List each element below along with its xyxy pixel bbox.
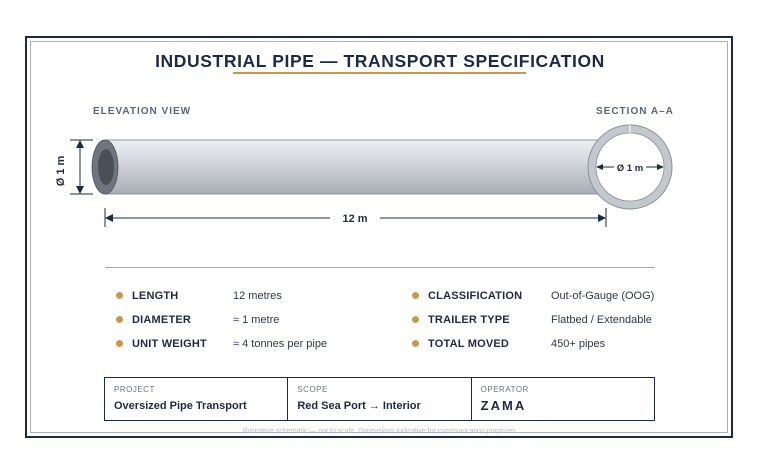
- project-cell: [105, 378, 288, 420]
- spec-value-diameter: ≈ 1 metre: [233, 314, 280, 326]
- spec-value-length: 12 metres: [233, 290, 282, 302]
- spec-value-unit-weight: ≈ 4 tonnes per pipe: [233, 338, 328, 350]
- operator-value: ZAMA: [480, 398, 527, 413]
- spec-label-length: LENGTH: [132, 290, 179, 302]
- bullet-icon: [116, 316, 123, 323]
- scope-value: Red Sea Port → Interior: [297, 400, 421, 412]
- bullet-icon: [412, 292, 419, 299]
- spec-label-unit-weight: UNIT WEIGHT: [132, 338, 207, 350]
- project-info-box: [104, 377, 655, 421]
- bullet-icon: [412, 340, 419, 347]
- footnote: Illustrative schematic — not to scale. Dimensions indicative for communication purposes.: [242, 428, 518, 435]
- bullet-icon: [412, 316, 419, 323]
- spec-label-total-moved: TOTAL MOVED: [428, 338, 510, 350]
- spec-label-classification: CLASSIFICATION: [428, 290, 523, 302]
- spec-label-diameter: DIAMETER: [132, 314, 192, 326]
- length-dimension-label: 12 m: [342, 213, 368, 225]
- section-view-label: SECTION A–A: [596, 106, 674, 117]
- elevation-view-label: ELEVATION VIEW: [93, 106, 192, 117]
- project-value: Oversized Pipe Transport: [114, 400, 247, 412]
- pipe-body: [105, 140, 630, 194]
- bullet-icon: [116, 340, 123, 347]
- scope-label: SCOPE: [297, 385, 328, 394]
- diameter-dimension-label: Ø 1 m: [55, 155, 67, 187]
- bullet-icon: [116, 292, 123, 299]
- spec-value-total-moved: 450+ pipes: [551, 338, 606, 350]
- section-diameter-label: Ø 1 m: [616, 163, 644, 174]
- spec-value-trailer-type: Flatbed / Extendable: [551, 314, 652, 326]
- spec-value-classification: Out-of-Gauge (OOG): [551, 290, 655, 302]
- project-label: PROJECT: [114, 385, 155, 394]
- operator-cell: [472, 378, 654, 420]
- spec-divider: [105, 267, 655, 268]
- scope-cell: [288, 378, 471, 420]
- pipe-end-inner: [98, 149, 114, 185]
- spec-label-trailer-type: TRAILER TYPE: [428, 314, 510, 326]
- page-title: INDUSTRIAL PIPE — TRANSPORT SPECIFICATION: [155, 51, 605, 71]
- operator-label: OPERATOR: [480, 385, 529, 394]
